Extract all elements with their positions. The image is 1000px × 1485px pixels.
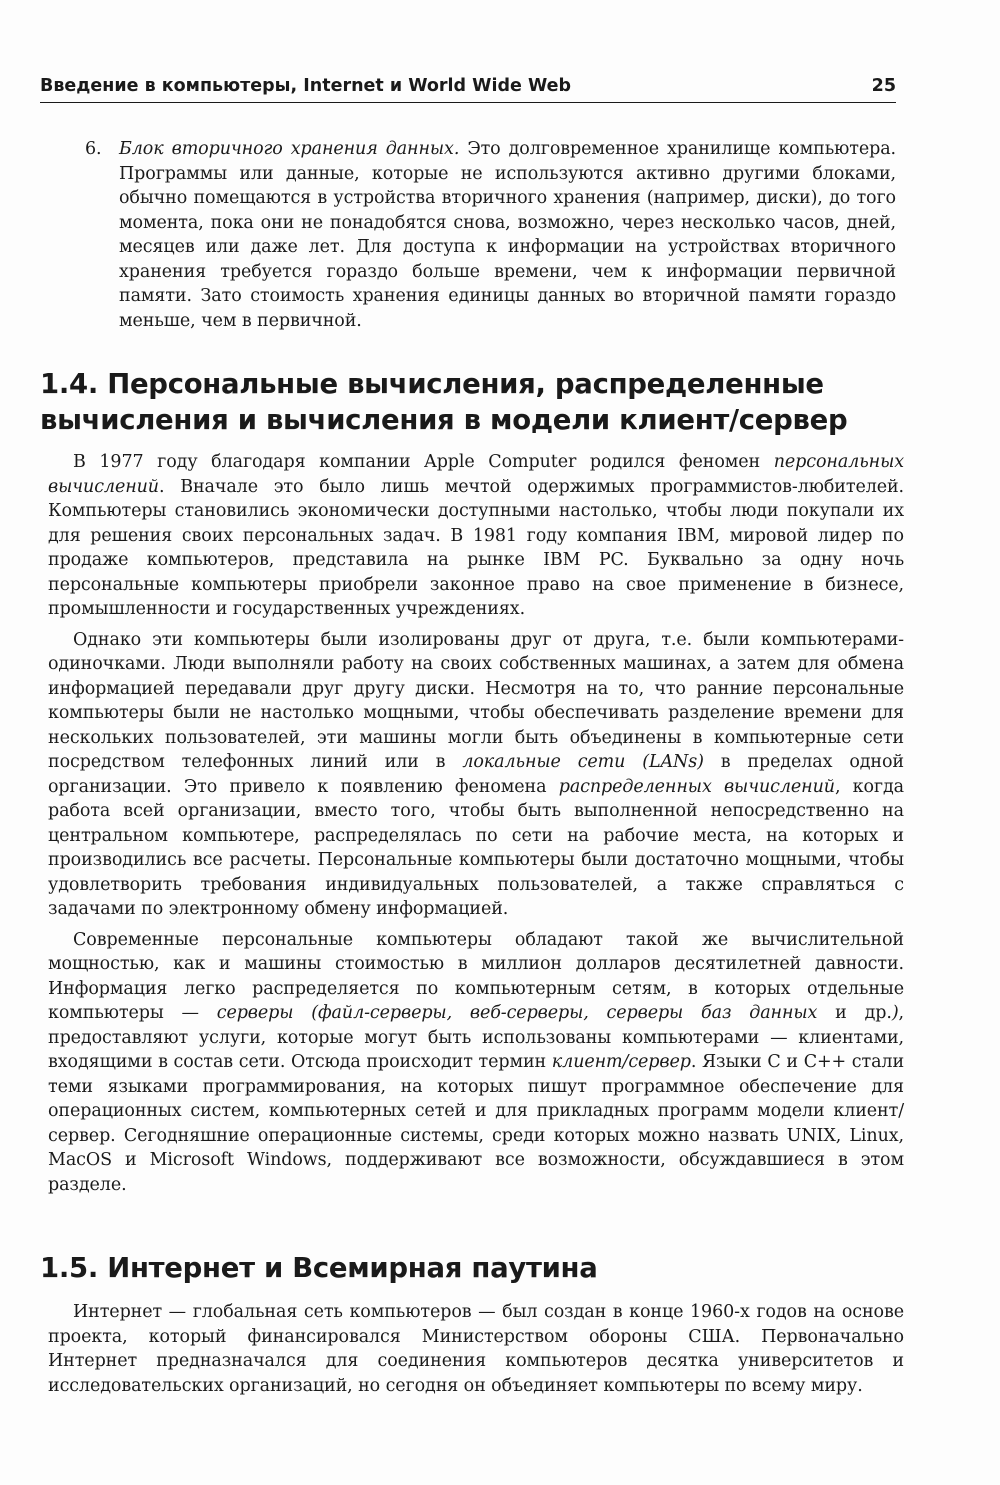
section-heading-1-4-line1: 1.4. Персональные вычисления, распределенные (40, 368, 824, 400)
list-item-number: 6. (85, 139, 102, 159)
term-servers: серверы (файл-серверы, веб-серверы, серверы баз данных (216, 1003, 818, 1023)
running-header-title: Введение в компьютеры, Internet и World Wide Web (40, 76, 572, 96)
text-run: В 1977 году благодаря компании Apple Computer родился феномен (73, 452, 774, 472)
text-run: , когда работа всей организации, вместо того, чтобы быть выполненной непосредственно на центральном компьютере, распределялась по сети на рабочие места, на которых и производились все расчеты. Персональные компьютеры были достаточно мощными, чтобы удовлетворить требования индивидуальных пользователей, а также справляться с задачами по электронному обмену информацией. (48, 776, 905, 919)
text-run: Современные персональные компьютеры обладают такой же вычислительной мощностью, как и машины стоимостью в миллион долларов десятилетней давности. Информация легко распределяется по компьютерным сетям, в которых отдельные компьютеры — (48, 929, 904, 1023)
term-client-server: клиент/сервер (551, 1052, 691, 1072)
paragraph-personal-computing (48, 450, 904, 622)
section-1-4-body (48, 450, 904, 1203)
list-item-content (119, 137, 896, 333)
section-1-5-body (48, 1300, 904, 1404)
paragraph-internet: Интернет — глобальная сеть компьютеров — был создан в конце 1960-х годов на основе проекта, который финансировался Министерством обороны США. Первоначально Интернет предназначался для соединения компьютеров десятка университетов и исследовательских организаций, но сегодня он объединяет компьютеры по всему миру. (48, 1302, 904, 1396)
term-personal-computing: персональных вычислений (48, 452, 904, 497)
page-number: 25 (871, 76, 896, 96)
text-run: , предоставляют услуги, которые могут быть использованы компьютерами — клиентами, входящими в состав сети. Отсюда происходит термин (48, 1003, 905, 1072)
paragraph-distributed-computing (48, 628, 904, 922)
section-heading-1-4-line2: вычисления и вычисления в модели клиент/сервер (40, 404, 848, 436)
section-heading-1-5: 1.5. Интернет и Всемирная паутина (40, 1252, 598, 1284)
list-item-text: Это долговременное хранилище компьютера. Программы или данные, которые не используются активно другими блоками, обычно помещаются в устройства вторичного хранения (например, диски), до того момента, пока они не понадобятся снова, возможно, через несколько часов, дней, месяцев или даже лет. Для доступа к информации на устройствах вторичного хранения требуется гораздо больше времени, чем к информации первичной памяти. Зато стоимость хранения единицы данных во вторичной памяти гораздо меньше, чем в первичной. (119, 139, 896, 331)
running-header (40, 72, 896, 103)
text-run: и др. (817, 1003, 892, 1023)
text-run: Однако эти компьютеры были изолированы друг от друга, т.е. были компьютерами-одиночками. Люди выполняли работу на своих собственных машинах, а затем для обмена информацией передавали друг другу диски. Несмотря на то, что ранние персональные компьютеры были не настолько мощными, чтобы обеспечивать разделение времени для нескольких пользователей, эти машины могли быть объединены в компьютерные сети посредством телефонных линий или в (48, 629, 904, 772)
text-run: в пределах одной организации. Это привело к появлению феномена (48, 752, 904, 797)
list-item-term: Блок вторичного хранения данных. (119, 139, 460, 159)
paragraph-client-server (48, 928, 904, 1198)
term-servers-close: ) (891, 1003, 899, 1023)
text-run: . Языки C и C++ стали теми языками программирования, на которых пишут программное обеспечение для операционных систем, компьютерных сетей и для прикладных программ модели клиент/сервер. Сегодняшние операционные системы, среди которых можно назвать UNIX, Linux, MacOS и Microsoft Windows, поддерживают все возможности, обсуждавшиеся в этом разделе. (48, 1052, 905, 1195)
section-heading-1-4 (40, 366, 900, 438)
term-distributed-computing: распределенных вычислений (558, 776, 835, 797)
list-item-secondary-storage (85, 137, 896, 333)
text-run: . Вначале это было лишь мечтой одержимых программистов-любителей. Компьютеры становились экономически доступными настолько, чтобы люди покупали их для решения своих персональных задач. В 1981 году компания IBM, мировой лидер по продаже компьютеров, представила на рынке IBM PC. Буквально за одну ночь персональные компьютеры приобрели законное право на свое применение в бизнесе, промышленности и государственных учреждениях. (48, 476, 904, 619)
term-lans: локальные сети (LANs) (462, 752, 704, 772)
